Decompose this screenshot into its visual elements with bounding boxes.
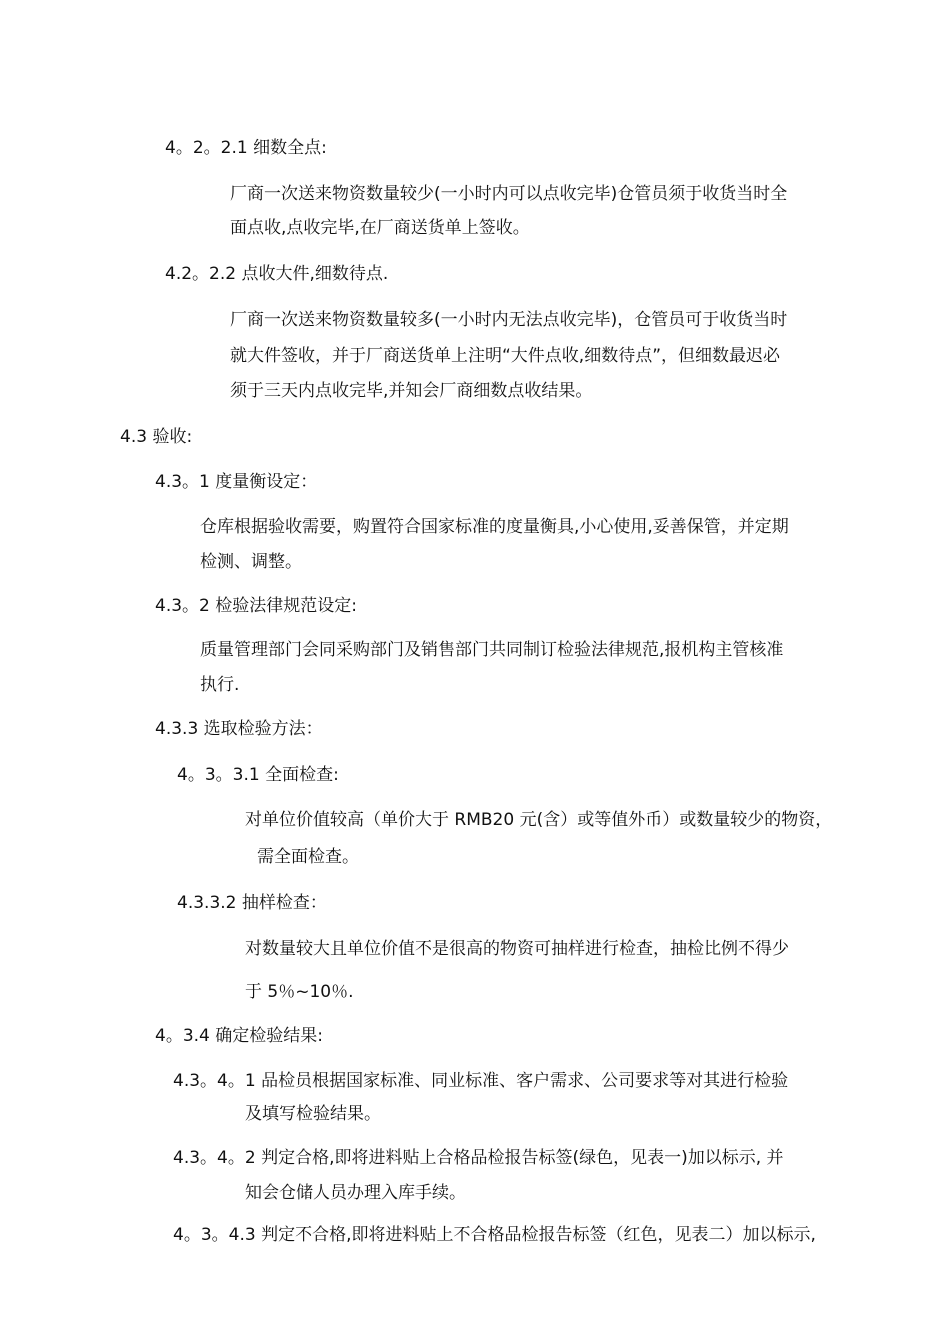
paragraph-line: 及填写检验结果。 xyxy=(245,1104,381,1124)
heading-4-3-1: 4.3。1 度量衡设定： xyxy=(155,472,318,492)
paragraph-line: 仓库根据验收需要，购置符合国家标准的度量衡具,小心使用,妥善保管，并定期 xyxy=(200,517,789,537)
heading-4-3-4-3: 4。3。4.3 判定不合格,即将进料贴上不合格品检报告标签（红色，见表二）加以标示, xyxy=(173,1225,816,1245)
paragraph-line: 检测、调整。 xyxy=(200,552,302,572)
heading-4-2-2-1: 4。2。2.1 细数全点: xyxy=(165,138,327,158)
heading-4-3-3-2: 4.3.3.2 抽样检查： xyxy=(177,893,327,913)
paragraph-line: 对数量较大且单位价值不是很高的物资可抽样进行检查，抽检比例不得少 xyxy=(245,939,789,959)
heading-4-3-3-1: 4。3。3.1 全面检查: xyxy=(177,765,339,785)
paragraph-line: 执行. xyxy=(200,675,240,695)
heading-4-3-4: 4。3.4 确定检验结果: xyxy=(155,1026,323,1046)
paragraph-line: 厂商一次送来物资数量较多(一小时内无法点收完毕)，仓管员可于收货当时 xyxy=(230,310,788,330)
paragraph-line: 知会仓储人员办理入库手续。 xyxy=(245,1183,466,1203)
paragraph-line: 需全面检查。 xyxy=(257,847,359,867)
paragraph-line: 就大件签收，并于厂商送货单上注明“大件点收,细数待点”，但细数最迟必 xyxy=(230,346,781,366)
paragraph-line: 对单位价值较高（单价大于 RMB20 元(含）或等值外币）或数量较少的物资， xyxy=(245,810,833,830)
heading-4-3-4-1: 4.3。4。1 品检员根据国家标准、同业标准、客户需求、公司要求等对其进行检验 xyxy=(173,1071,789,1091)
heading-4-3-2: 4.3。2 检验法律规范设定: xyxy=(155,596,357,616)
paragraph-line: 于 5％~10％. xyxy=(245,982,354,1002)
heading-4-3-4-2: 4.3。4。2 判定合格,即将进料贴上合格品检报告标签(绿色，见表一)加以标示, 并 xyxy=(173,1148,784,1168)
heading-4-3: 4.3 验收: xyxy=(120,427,193,447)
heading-4-2-2-2: 4.2。2.2 点收大件,细数待点. xyxy=(165,264,389,284)
paragraph-line: 厂商一次送来物资数量较少(一小时内可以点收完毕)仓管员须于收货当时全 xyxy=(230,184,788,204)
heading-4-3-3: 4.3.3 选取检验方法： xyxy=(155,719,323,739)
paragraph-line: 面点收,点收完毕,在厂商送货单上签收。 xyxy=(230,218,530,238)
paragraph-line: 质量管理部门会同采购部门及销售部门共同制订检验法律规范,报机构主管核准 xyxy=(200,640,784,660)
paragraph-line: 须于三天内点收完毕,并知会厂商细数点收结果。 xyxy=(230,381,593,401)
